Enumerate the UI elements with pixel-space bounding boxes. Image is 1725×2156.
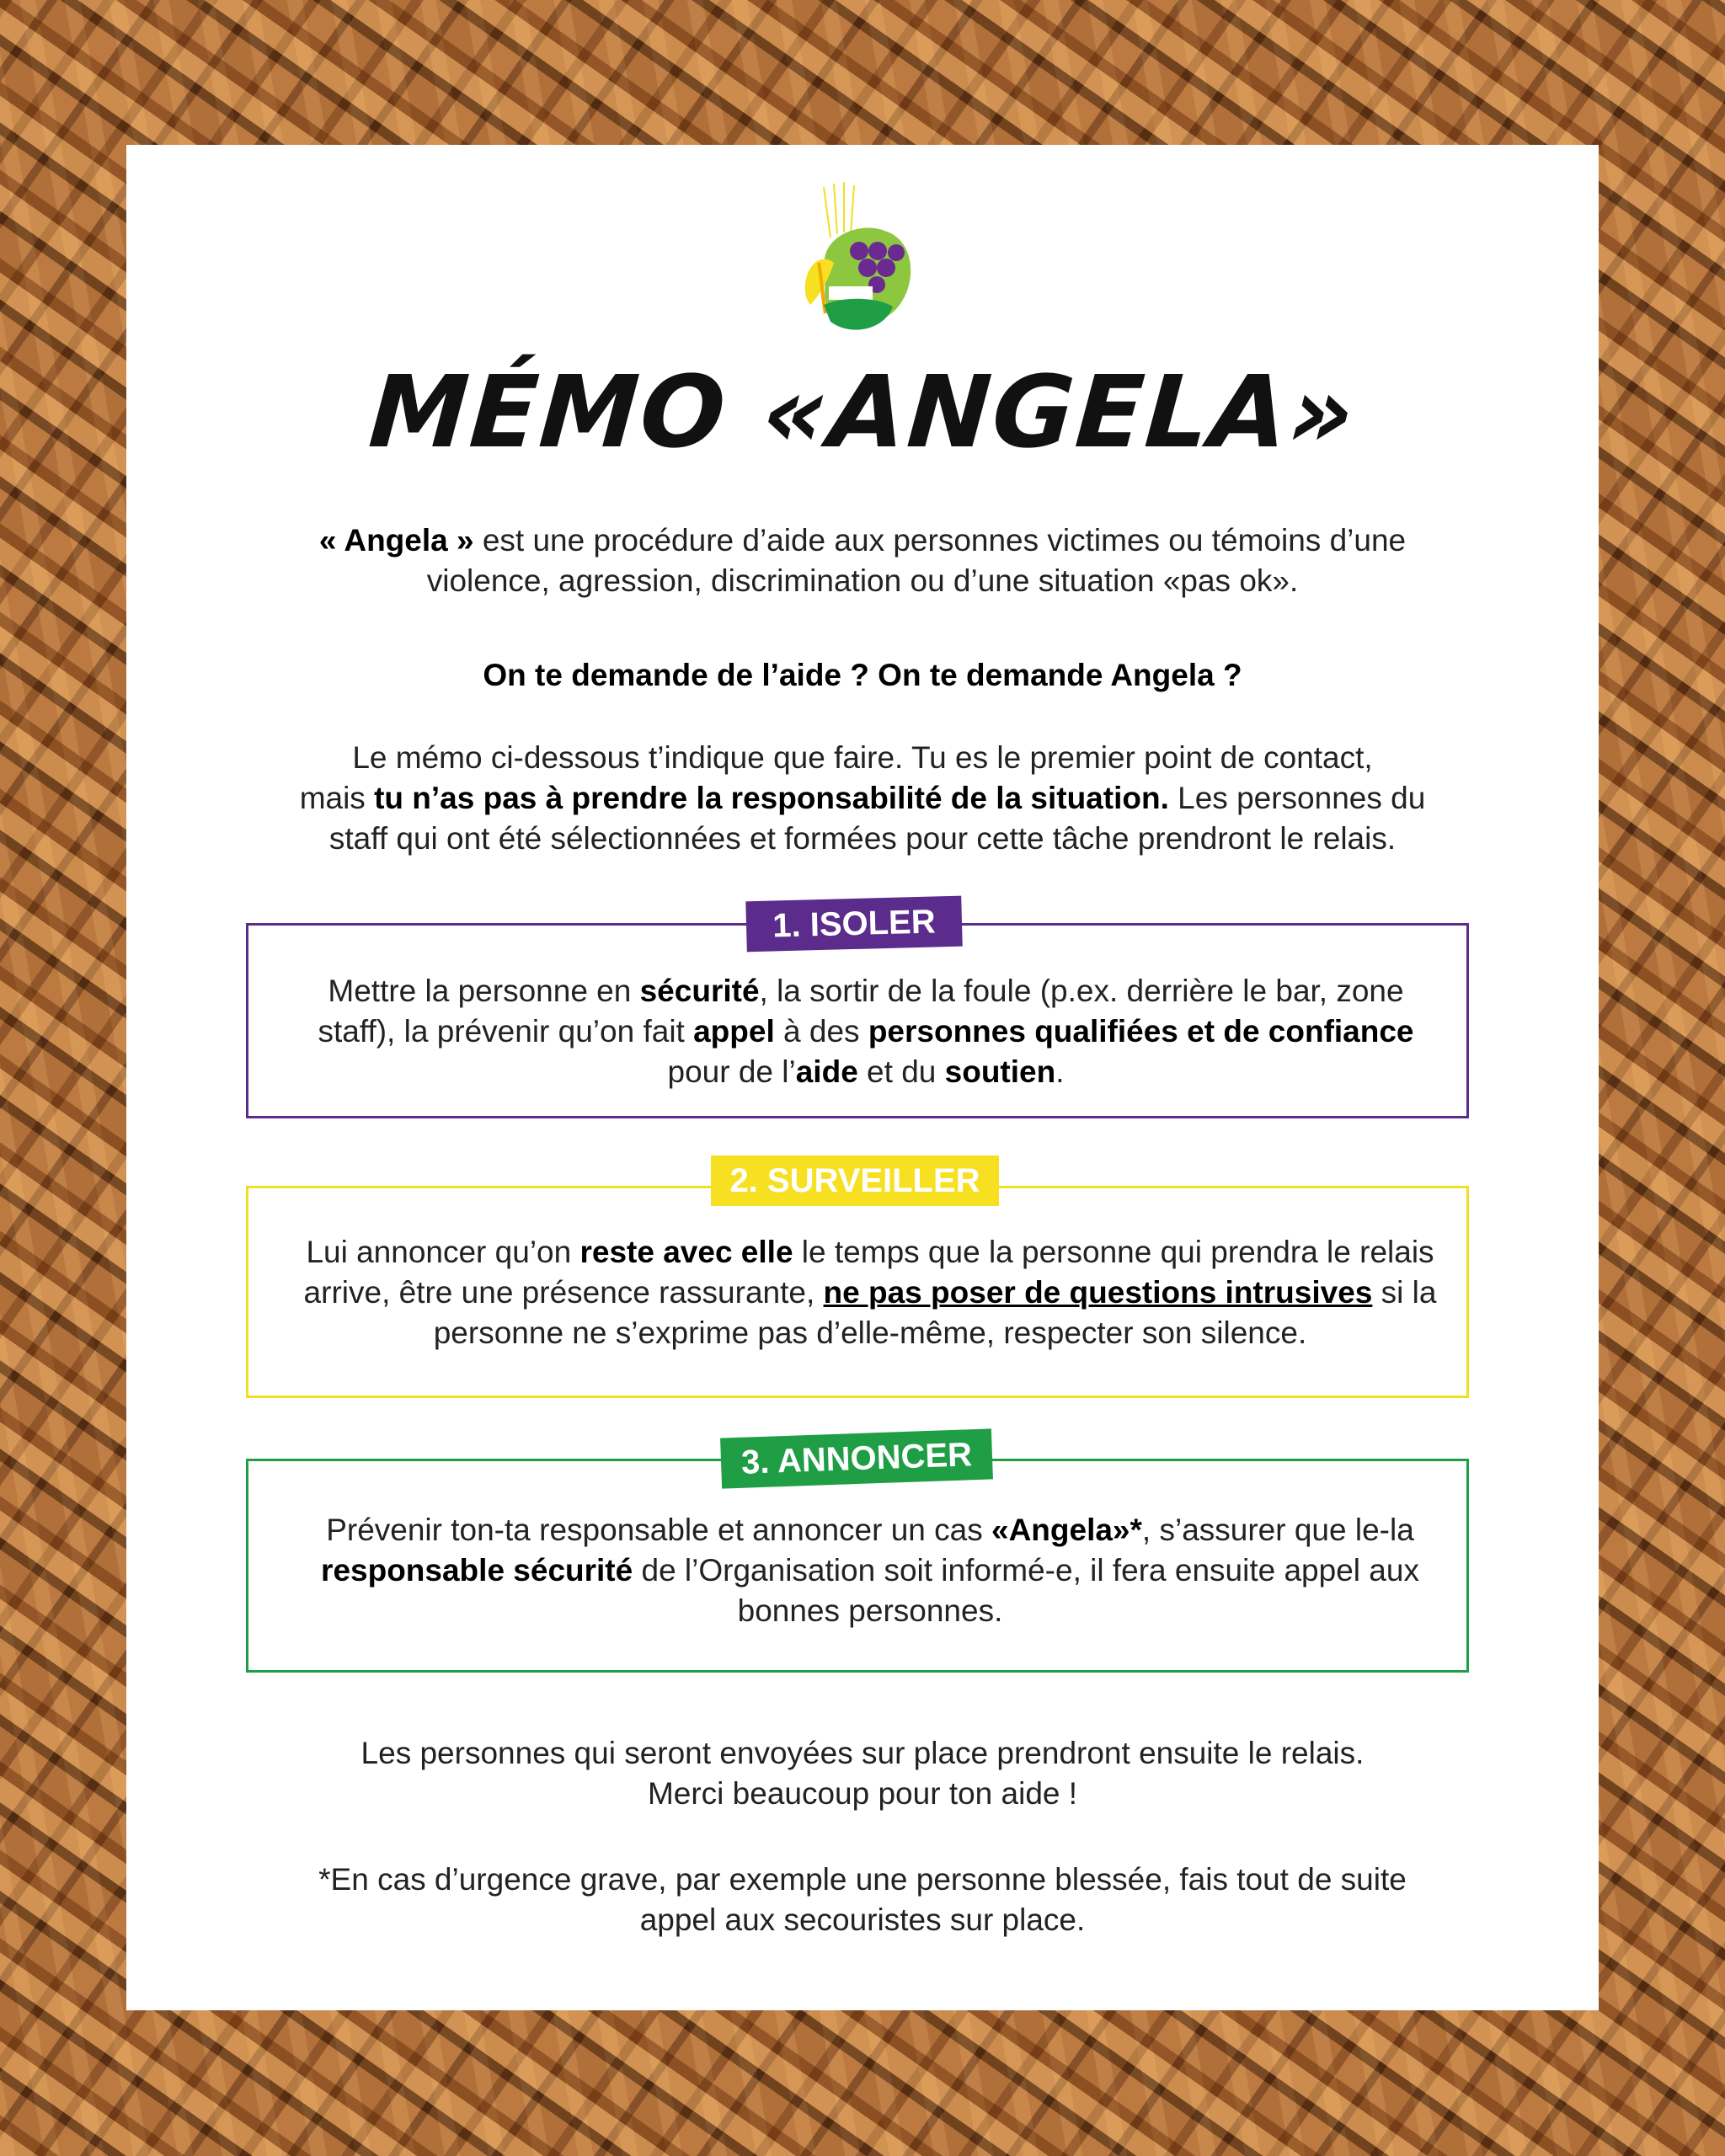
step-isoler-text	[248, 971, 1466, 1092]
step3-bold-1: «Angela»*	[991, 1513, 1142, 1547]
step1-text-6: .	[1055, 1054, 1065, 1089]
step-annoncer-text	[248, 1510, 1466, 1631]
closing-line2: Merci beaucoup pour ton aide !	[647, 1776, 1078, 1811]
step3-text-2: , s’assurer que le-la	[1141, 1513, 1414, 1547]
step3-text-3: de l’Organisation soit informé-e, il fera ensuite appel aux bonnes personnes.	[633, 1553, 1419, 1628]
step1-text-4: pour de l’	[667, 1054, 796, 1089]
step1-text-1: Mettre la personne en	[328, 974, 640, 1008]
step1-bold-2: appel	[693, 1014, 775, 1049]
step-isoler-badge: 1. ISOLER	[745, 896, 962, 953]
step-annoncer-badge: 3. ANNONCER	[720, 1428, 993, 1488]
memo-card	[126, 145, 1599, 2010]
memo-line3: staff qui ont été sélectionnées et formées pour cette tâche prendront le relais.	[328, 821, 1397, 856]
festival-logo-icon	[800, 179, 918, 347]
step1-bold-5: soutien	[944, 1054, 1056, 1089]
step1-bold-1: sécurité	[639, 974, 760, 1008]
step1-text-3: à des	[774, 1014, 868, 1049]
memo-paragraph	[126, 738, 1599, 859]
footnote-line1: *En cas d’urgence grave, par exemple une personne blessée, fais tout de suite	[318, 1862, 1407, 1897]
step-isoler-box	[246, 923, 1469, 1118]
intro-line2: violence, agression, discrimination ou d’une situation «pas ok».	[426, 563, 1299, 598]
memo-line2-pre: mais	[299, 781, 375, 815]
page-title: MÉMO «ANGELA»	[366, 354, 1359, 470]
footnote-line2: appel aux secouristes sur place.	[639, 1903, 1086, 1937]
intro-paragraph	[126, 520, 1599, 601]
step3-bold-2: responsable sécurité	[321, 1553, 633, 1588]
step2-bold-underlined: ne pas poser de questions intrusives	[823, 1275, 1373, 1310]
closing-paragraph	[126, 1733, 1599, 1814]
closing-line1: Les personnes qui seront envoyées sur place prendront ensuite le relais.	[360, 1736, 1365, 1770]
step1-text-5: et du	[857, 1054, 945, 1089]
step2-bold-1: reste avec elle	[579, 1235, 793, 1269]
step-surveiller-box	[246, 1186, 1469, 1398]
step1-text-2: , la sortir de la foule (p.ex. derrière le bar, zone staff), la prévenir qu’on fait	[318, 974, 1404, 1049]
step1-bold-3: personnes qualifiées et de confiance	[868, 1014, 1414, 1049]
question-text: On te demande de l’aide ? On te demande Angela ?	[483, 658, 1242, 692]
footnote-paragraph	[126, 1860, 1599, 1940]
step1-bold-4: aide	[795, 1054, 858, 1089]
memo-line1: Le mémo ci-dessous t’indique que faire. Tu es le premier point de contact,	[352, 740, 1373, 775]
step2-text-3: si la personne ne s’exprime pas d’elle-même, respecter son silence.	[433, 1275, 1437, 1350]
step-annoncer-box	[246, 1459, 1469, 1673]
intro-name: « Angela »	[318, 523, 474, 558]
step2-text-2: le temps que la personne qui prendra le relais arrive, être une présence rassurante,	[303, 1235, 1434, 1310]
step3-text-1: Prévenir ton-ta responsable et annoncer un cas	[326, 1513, 991, 1547]
memo-line2-bold: tu n’as pas à prendre la responsabilité de la situation.	[374, 781, 1169, 815]
step-surveiller-badge: 2. SURVEILLER	[711, 1155, 999, 1206]
step-surveiller-text	[248, 1232, 1466, 1353]
memo-line2-post: Les personnes du	[1168, 781, 1426, 815]
intro-line1: est une procédure d’aide aux personnes victimes ou témoins d’une	[473, 523, 1407, 558]
question-heading	[126, 655, 1599, 696]
step2-text-1: Lui annoncer qu’on	[306, 1235, 580, 1269]
